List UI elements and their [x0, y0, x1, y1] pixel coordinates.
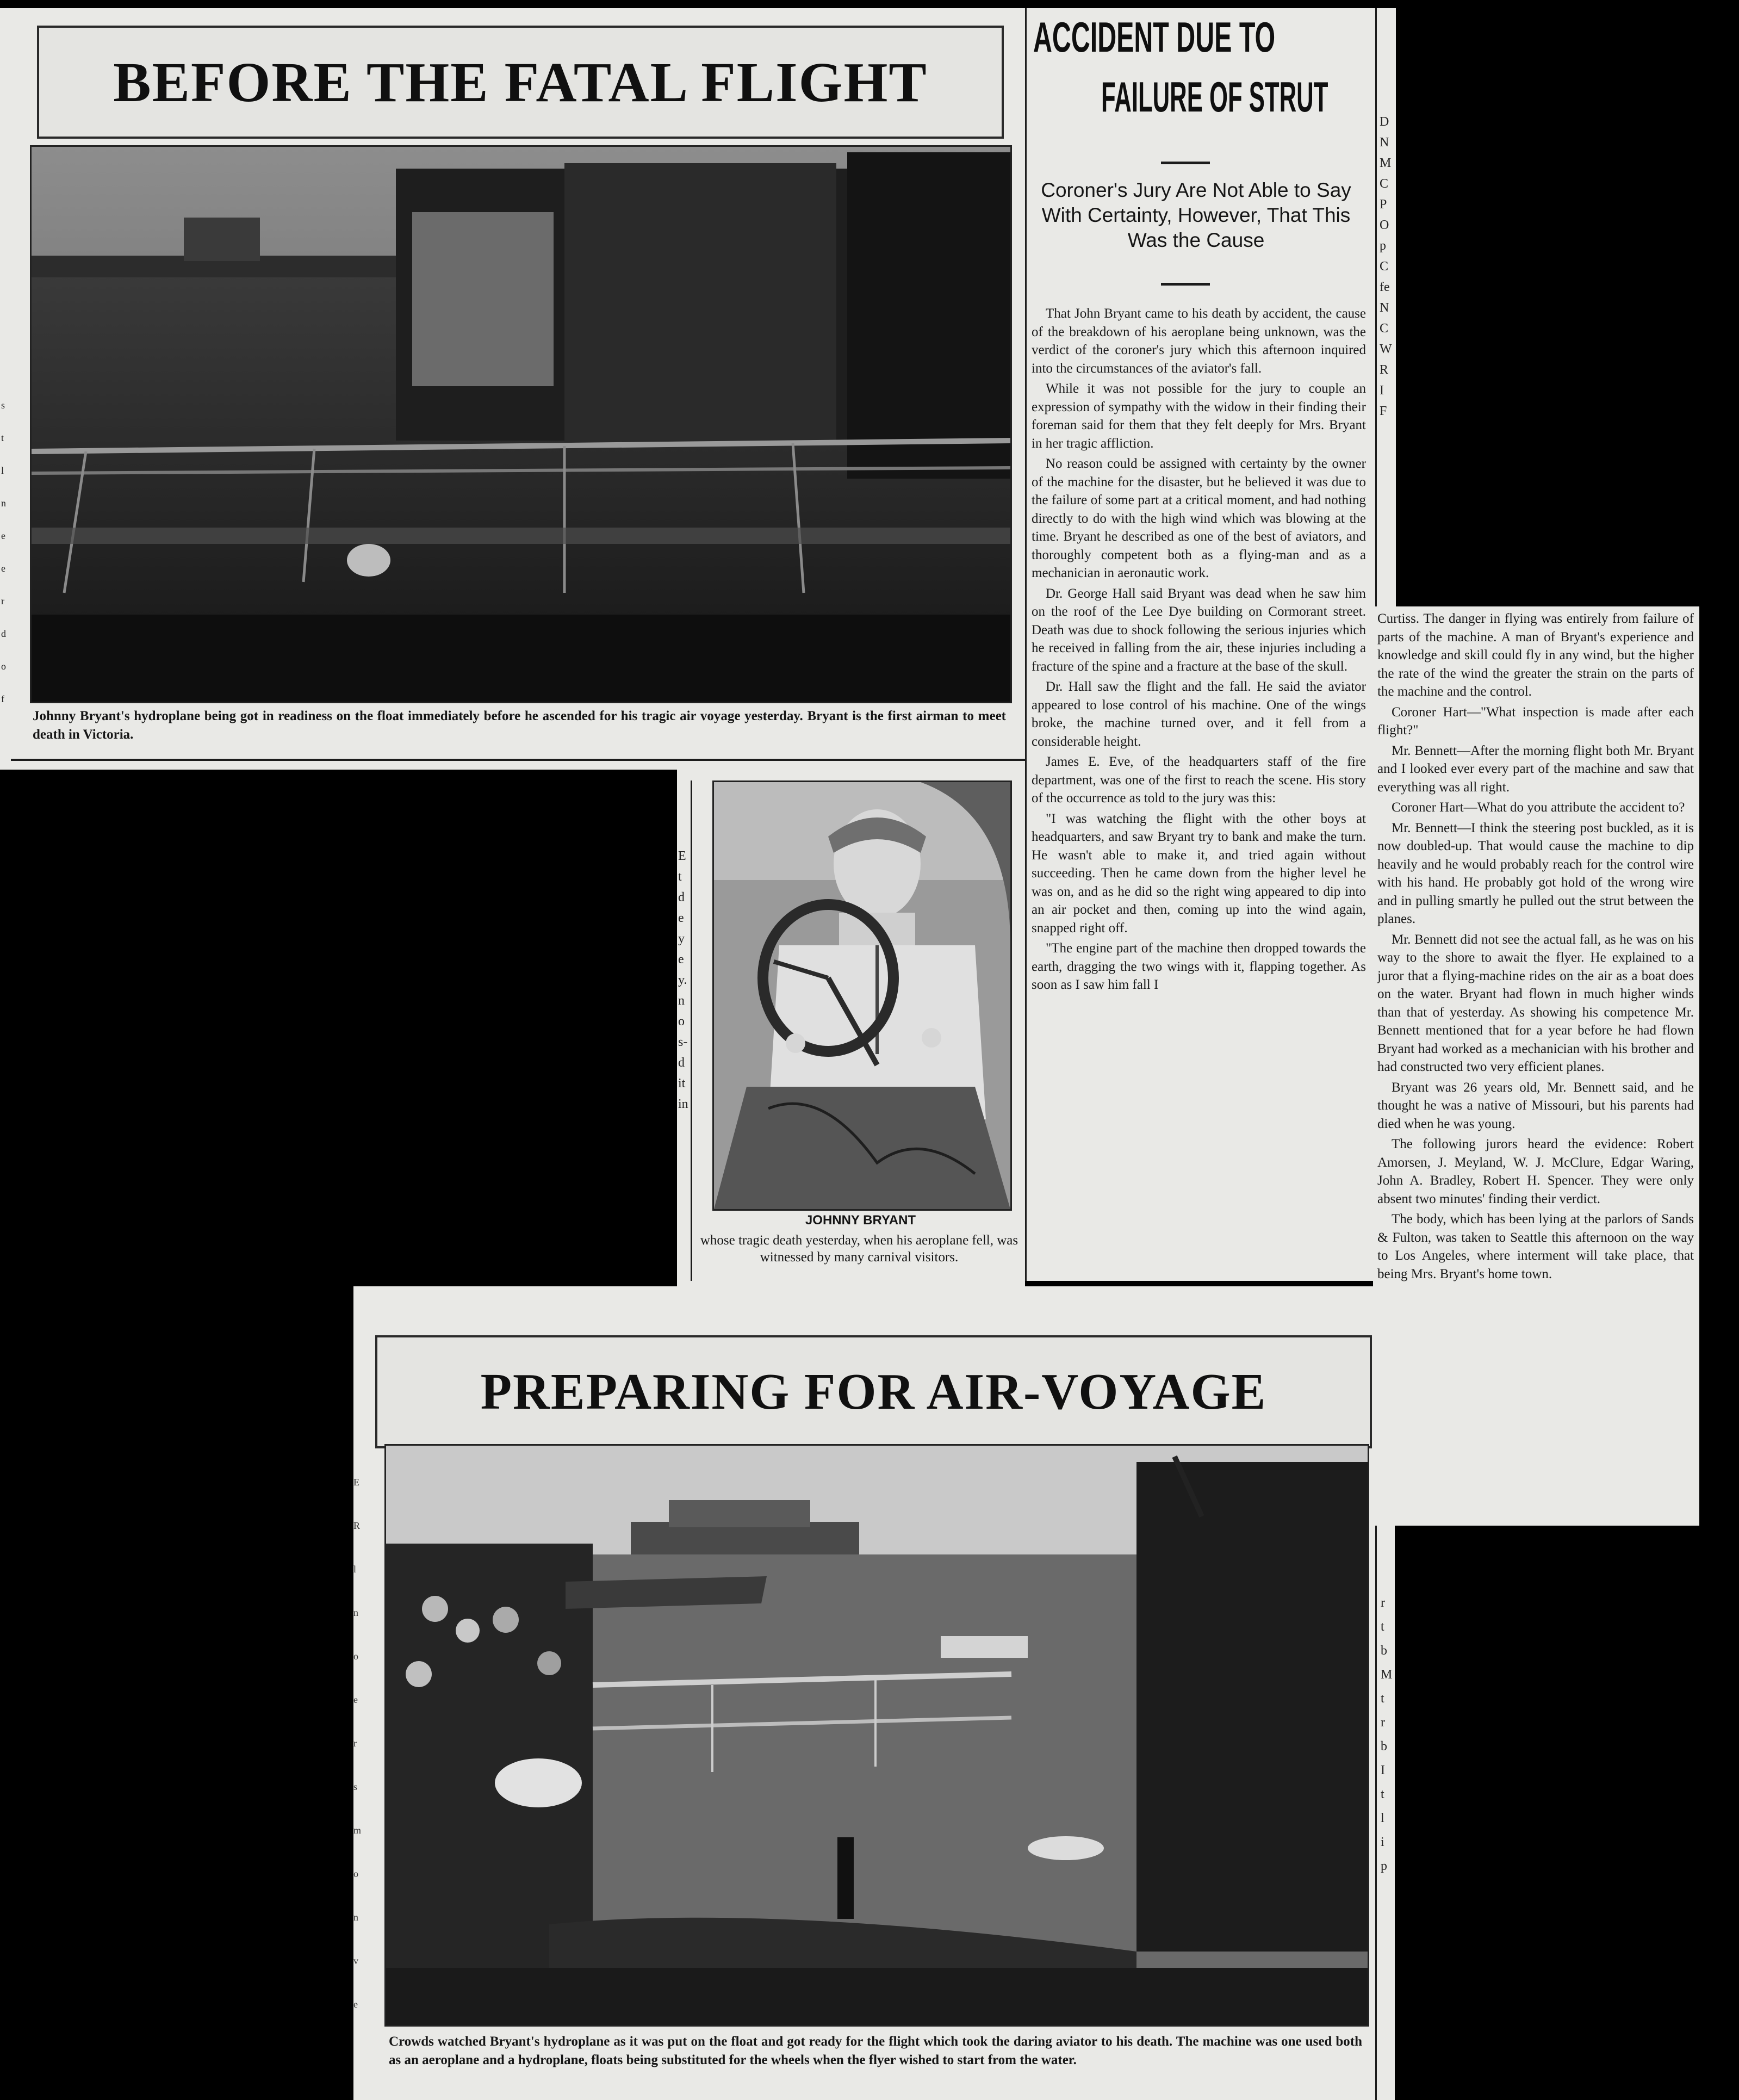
margin-fragment: in	[678, 1097, 688, 1111]
headline-rule-1	[1161, 162, 1210, 164]
top-left-fragment-strip	[0, 8, 11, 770]
margin-fragment: E	[353, 1477, 359, 1488]
margin-fragment: t	[1, 432, 4, 443]
margin-fragment: b	[1381, 1644, 1387, 1658]
margin-fragment: p	[1381, 1859, 1387, 1873]
article-paragraph: Curtiss. The danger in flying was entirely from failure of parts of the machine. A man of Bryant's experience and knowledge and skill could fly in any wind, but the higher the rate of the wind the greater the strain on the parts of the machine and the control.	[1377, 611, 1694, 699]
article-paragraph: While it was not possible for the jury to couple an expression of sympathy with the widow in their finding their foreman said for them that they felt deeply for Mrs. Bryant in her tragic affliction.	[1032, 381, 1366, 451]
portrait-caption: whose tragic death yesterday, when his aeroplane fell, was witnessed by many carnival visitors.	[700, 1233, 1018, 1265]
portrait-left-fragments	[678, 846, 688, 1114]
margin-fragment: n	[353, 1912, 358, 1923]
margin-fragment: o	[353, 1868, 358, 1879]
article-paragraph: Bryant was 26 years old, Mr. Bennett said, and he thought he was a native of Missouri, but his parents had died when he was young.	[1377, 1080, 1694, 1131]
story2-photo	[384, 1444, 1369, 2027]
margin-fragment: r	[1381, 1715, 1385, 1730]
margin-fragment: e	[353, 1999, 358, 2010]
article-headline-line1: ACCIDENT DUE TO	[1033, 13, 1276, 61]
top-right-fragment-strip	[1373, 8, 1396, 606]
story1-photo	[30, 145, 1012, 703]
margin-fragment: t	[1381, 1692, 1384, 1706]
margin-fragment: o	[1, 661, 6, 672]
column-left-border	[1025, 8, 1027, 1281]
margin-fragment: e	[1, 563, 5, 574]
article-column-left	[1025, 8, 1373, 1281]
margin-fragment: e	[353, 1694, 358, 1705]
margin-fragment: y	[678, 932, 685, 946]
margin-fragment: l	[1, 465, 4, 476]
margin-fragment: N	[1380, 301, 1389, 315]
margin-fragment: l	[353, 1564, 357, 1575]
margin-fragment: f	[1, 693, 4, 704]
article-paragraph: Dr. George Hall said Bryant was dead when he saw him on the roof of the Lee Dye building on Cormorant street. Death was due to shock following the serious injuries which he received in falling from the air, these injuries including a fracture of the spine and a fracture at the base of the skull.	[1032, 586, 1366, 674]
margin-fragment: y.	[678, 973, 687, 987]
article-headline-line2: FAILURE OF STRUT	[1101, 73, 1328, 121]
article-paragraph: Mr. Bennett did not see the actual fall, as he was on his way to the shore to await the flyer. He explained to a juror that a flying-machine rides on the air as a boat does on the water. Bryant had flown in much higher winds than that of yesterday. As showing his competence Mr. Bennett mentioned that for a year before he had flown Bryant had worked as a mechanician with his brother and had constructed two very efficient planes.	[1377, 932, 1694, 1074]
story2-caption: Crowds watched Bryant's hydroplane as it was put on the float and got ready for the flight which took the daring aviator to his death. The machine was one used both as an aeroplane and a hydroplane, floats being substituted for the wheels when the flyer wished to start from the water.	[389, 2034, 1362, 2067]
margin-fragment: t	[678, 870, 682, 884]
margin-fragment: d	[678, 890, 685, 905]
article-paragraph: Dr. Hall saw the flight and the fall. He said the aviator appeared to lose control of his machine. One of the wings broke, the machine turned over, and it fell from a considerable height.	[1032, 679, 1366, 749]
article-paragraph: James E. Eve, of the headquarters staff of the fire department, was one of the first to reach the scene. His story of the occurrence as told to the jury was this:	[1032, 754, 1366, 806]
article-paragraph: Coroner Hart—What do you attribute the accident to?	[1392, 800, 1685, 815]
margin-fragment: p	[1380, 239, 1386, 253]
margin-fragment: F	[1380, 404, 1387, 418]
margin-fragment: P	[1380, 197, 1387, 212]
article-paragraph: That John Bryant came to his death by accident, the cause of the breakdown of his aeroplane being unknown, was the verdict of the coroner's jury which this afternoon inquired into the circumstances of the aviator's fall.	[1032, 306, 1366, 376]
article-paragraph: No reason could be assigned with certainty by the owner of the machine for the disaster, but he believed it was due to the failure of some part at a critical moment, and had nothing directly to do with the high wind which was blowing at the time. Bryant he described as one of the best of aviators, and thoroughly competent both as a flying-man and as a mechanician in aeronautic work.	[1032, 456, 1366, 580]
margin-fragment: R	[1380, 363, 1389, 377]
hydroplane-on-float-image	[32, 147, 1010, 702]
margin-fragment: r	[353, 1738, 357, 1749]
margin-fragment: E	[678, 849, 686, 863]
margin-fragment: r	[1, 596, 4, 606]
crowd-at-float-image	[386, 1446, 1368, 2025]
margin-fragment: t	[1381, 1787, 1384, 1801]
margin-fragment: s	[1, 400, 5, 411]
headline-rule-2	[1161, 283, 1210, 286]
top-photo-panel	[11, 8, 1025, 770]
article-paragraph: "I was watching the flight with the other boys at headquarters, and saw Bryant try to bank and make the turn. He wasn't able to make it, and tried again without succeeding. Then he came down from the higher level he was on, and as he did so the right wing appeared to dip into an air pocket and then, coming up into the wind again, snapped right off.	[1032, 811, 1366, 936]
article-paragraph: The following jurors heard the evidence: Robert Amorsen, J. Meyland, W. J. McClure, Edgar Waring, John A. Bradley, Robert H. Spencer. They were only absent two minutes' finding their verdict.	[1377, 1137, 1694, 1206]
margin-fragment: d	[1, 628, 6, 639]
margin-fragment: s-	[678, 1035, 688, 1049]
top-right-fragments	[1380, 111, 1392, 422]
margin-fragment: m	[353, 1825, 362, 1836]
margin-fragment: r	[1381, 1596, 1385, 1610]
article-paragraph: "The engine part of the machine then dropped towards the earth, dragging the two wings with it, flapping together. As soon as I saw him fall I	[1032, 941, 1366, 992]
bottom-photo-panel	[362, 1286, 1373, 2100]
margin-fragment: l	[1381, 1811, 1384, 1825]
margin-fragment: o	[353, 1651, 358, 1662]
margin-fragment: t	[1381, 1620, 1384, 1634]
margin-fragment: N	[1380, 135, 1389, 150]
article-body-column-2	[1377, 610, 1694, 1518]
margin-fragment: C	[1380, 177, 1389, 191]
strip-border	[1375, 8, 1377, 606]
margin-fragment: d	[678, 1056, 685, 1070]
bottom-right-fragments	[1381, 1591, 1392, 1878]
margin-fragment: I	[1380, 383, 1384, 398]
bottom-left-fragment-strip	[353, 1286, 362, 2100]
article-column-right	[1373, 606, 1699, 1526]
johnny-bryant-portrait	[712, 780, 1012, 1211]
story1-headline: BEFORE THE FATAL FLIGHT	[37, 26, 1004, 139]
margin-fragment: n	[678, 994, 685, 1008]
strip-rule	[1375, 1526, 1377, 2100]
margin-fragment: I	[1381, 1763, 1385, 1777]
margin-fragment: e	[678, 911, 684, 925]
margin-fragment: C	[1380, 321, 1389, 336]
margin-fragment: R	[353, 1520, 361, 1531]
margin-fragment: M	[1381, 1668, 1393, 1682]
margin-fragment: D	[1380, 115, 1389, 129]
margin-fragment: e	[678, 952, 684, 967]
portrait-name: JOHNNY BRYANT	[805, 1213, 916, 1228]
top-left-fragments	[1, 389, 6, 715]
bottom-left-fragments	[353, 1460, 361, 2026]
margin-fragment: o	[678, 1014, 685, 1029]
margin-fragment: n	[1, 498, 6, 509]
article-paragraph: Mr. Bennett—I think the steering post buckled, as it is now doubled-up. That would cause the machine to dip heavily and he would probably reach for the control wire with his hand. He probably got hold of the wrong wire and in pulling smartly he pulled out the strut between the planes.	[1377, 820, 1694, 926]
margin-fragment: M	[1380, 156, 1392, 170]
margin-fragment: W	[1380, 342, 1392, 356]
margin-fragment: b	[1381, 1739, 1387, 1754]
margin-fragment: it	[678, 1076, 686, 1091]
story2-headline: PREPARING FOR AIR-VOYAGE	[375, 1335, 1372, 1448]
article-paragraph: Mr. Bennett—After the morning flight both Mr. Bryant and I looked ever every part of the machine and saw that everything was all right.	[1377, 743, 1694, 795]
margin-fragment: C	[1380, 259, 1389, 274]
margin-fragment: s	[353, 1781, 358, 1792]
article-subhead: Coroner's Jury Are Not Able to Say With Certainty, However, That This Was the Cause	[1041, 179, 1351, 251]
margin-fragment: e	[1, 530, 5, 541]
article-body-column-1	[1032, 305, 1366, 1278]
margin-fragment: i	[1381, 1835, 1384, 1849]
portrait-left-rule	[691, 780, 692, 1281]
aviator-at-wheel-image	[714, 782, 1010, 1209]
story1-caption: Johnny Bryant's hydroplane being got in readiness on the float immediately before he ascended for his tragic air voyage yesterday. Bryant is the first airman to meet death in Victoria.	[33, 709, 1006, 742]
article-paragraph: Coroner Hart—"What inspection is made after each flight?"	[1377, 704, 1694, 738]
margin-fragment: O	[1380, 218, 1389, 232]
portrait-panel	[677, 770, 1025, 1286]
margin-fragment: v	[353, 1955, 358, 1966]
margin-fragment: fe	[1380, 280, 1390, 294]
margin-fragment: n	[353, 1607, 358, 1618]
article-paragraph: The body, which has been lying at the parlors of Sands & Fulton, was taken to Seattle this afternoon on the way to Los Angeles, where interment will take place, that being Mrs. Bryant's home town.	[1377, 1212, 1694, 1281]
bottom-right-fragment-strip	[1373, 1526, 1395, 2100]
story1-bottom-rule	[11, 759, 1025, 761]
